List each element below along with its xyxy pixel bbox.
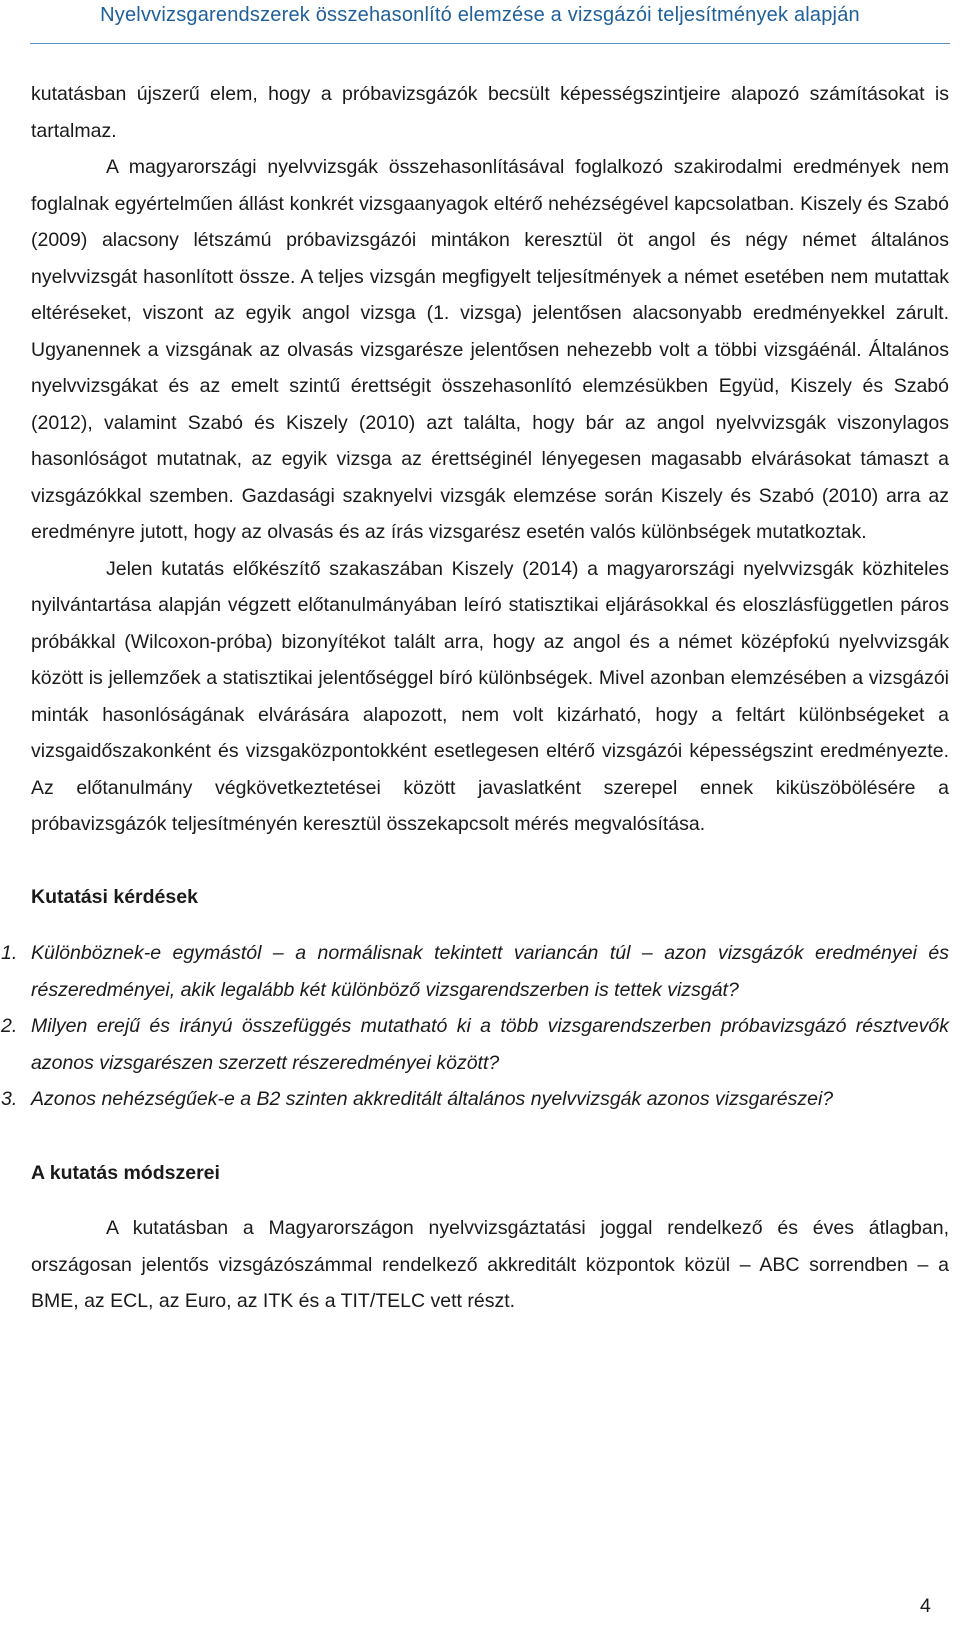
question-number: 2. [1,1015,18,1037]
section-heading-methods: A kutatás módszerei [31,1161,220,1184]
page-number: 4 [920,1595,931,1617]
research-question-item [1,1008,949,1081]
research-question-item [1,935,949,1008]
question-text: Milyen erejű és irányú összefüggés mutatható ki a több vizsgarendszerben próbavizsgázó résztvevők azonos vizsgarészen szerzett részeredményei között? [31,1015,949,1074]
body-paragraph-continuation: kutatásban újszerű elem, hogy a próbavizsgázók becsült képességszintjeire alapozó számításokat is tartalmaz. [31,83,949,142]
question-text: Azonos nehézségűek-e a B2 szinten akkreditált általános nyelvvizsgák azonos vizsgarészei? [31,1088,834,1110]
running-header: Nyelvvizsgarendszerek összehasonlító elemzése a vizsgázói teljesítmények alapján [100,4,860,26]
body-paragraph-preliminary-study: Jelen kutatás előkészítő szakaszában Kiszely (2014) a magyarországi nyelvvizsgák közhiteles nyilvántartása alapján végzett előtanulmányában leíró statisztikai eljárásokkal és eloszlásfüggetlen páros próbákkal (Wilcoxon-próba) bizonyítékot talált arra, hogy az angol és a német középfokú nyelvvizsgák között is jellemzőek a statisztikai jelentőséggel bíró különbségek. Mivel azonban elemzésében a vizsgázói minták hasonlóságának elvárására alapozott, nem volt kizárható, hogy a feltárt különbségeket a vizsgaidőszakonként és vizsgaközpontokként esetlegesen eltérő vizsgázói képességszint eredményezte. Az előtanulmány végkövetkeztetései között javaslatként szerepel ennek kiküszöbölésére a próbavizsgázók teljesítményén keresztül összekapcsolt mérés megvalósítása. [31,557,949,835]
question-text: Különböznek-e egymástól – a normálisnak tekintett variancán túl – azon vizsgázók eredményei és részeredményei, akik legalább két különböző vizsgarendszerben is tettek vizsgát? [31,942,949,1001]
research-questions-list [1,935,949,1118]
page-body [1,76,949,1320]
research-question-item [1,1081,949,1118]
section-heading-research-questions: Kutatási kérdések [31,885,198,908]
question-number: 3. [1,1088,18,1110]
header-rule [30,43,950,44]
question-number: 1. [1,942,18,964]
body-paragraph-literature: A magyarországi nyelvvizsgák összehasonlításával foglalkozó szakirodalmi eredmények nem foglalnak egyértelműen állást konkrét vizsgaanyagok eltérő nehézségével kapcsolatban. Kiszely és Szabó (2009) alacsony létszámú próbavizsgázói mintákon keresztül öt angol és négy német általános nyelvvizsgát hasonlított össze. A teljes vizsgán megfigyelt teljesítmények a német esetében nem mutattak eltéréseket, viszont az egyik angol vizsga (1. vizsga) jelentősen alacsonyabb eredményekkel zárult. Ugyanennek a vizsgának az olvasás vizsgarésze jelentősen nehezebb volt a többi vizsgáénál. Általános nyelvvizsgákat és az emelt szintű érettségit összehasonlító elemzésükben Együd, Kiszely és Szabó (2012), valamint Szabó és Kiszely (2010) azt találta, hogy bár az angol nyelvvizsgák viszonylagos hasonlóságot mutatnak, az egyik vizsga az érettséginél lényegesen magasabb elvárásokat támaszt a vizsgázókkal szemben. Gazdasági szaknyelvi vizsgák elemzése során Kiszely és Szabó (2010) arra az eredményre jutott, hogy az olvasás és az írás vizsgarész esetén valós különbségek mutatkoztak. [31,156,949,543]
body-paragraph-methods: A kutatásban a Magyarországon nyelvvizsgáztatási joggal rendelkező és éves átlagban, országosan jelentős vizsgázószámmal rendelkező akkreditált központok közül – ABC sorrendben – a BME, az ECL, az Euro, az ITK és a TIT/TELC vett részt. [31,1217,949,1312]
